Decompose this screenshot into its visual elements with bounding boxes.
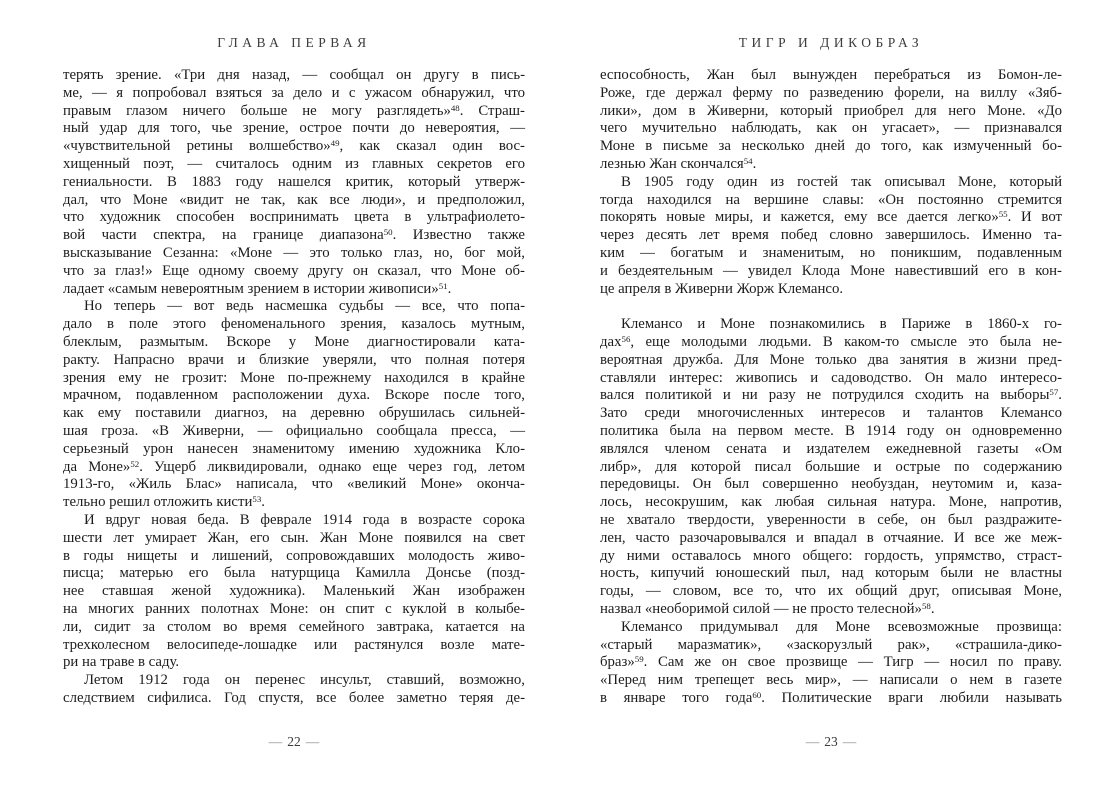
text-line: еспособность, Жан был вынужден перебраться из Бомон-ле- (600, 67, 1062, 83)
text-line: ме, — я попробовал взяться за дело и с ужасом обнаружил, что (63, 84, 525, 101)
paragraph (600, 316, 1062, 619)
text-line: терять зрение. «Три дня назад, — сообщал он другу в пись- (63, 67, 525, 83)
text-line: В 1905 году один из гостей так описывал Моне, который (621, 173, 1062, 190)
text-line: «Перед ним трепещет весь мир», — написали о нем в газете (600, 672, 1062, 689)
page-right (600, 0, 1062, 750)
paragraph (600, 67, 1062, 174)
folio-number: 22 (287, 733, 301, 749)
text-line: ким — богатым и знаменитым, но поникшим, подавленным (600, 244, 1062, 261)
text-line: что художник способен воспринимать цвета в ультрафиолето- (63, 209, 525, 226)
folio-dash: — (268, 733, 283, 749)
text-line: шая гроза. «В Живерни, — официально сообщала пресса, — (63, 422, 525, 439)
text-line: «старый маразматик», «заскорузлый рак», «страшила-дико- (600, 636, 1062, 653)
paragraph (600, 619, 1062, 708)
text-line: ность, кипучий юношеский пыл, над которым были не властны (600, 565, 1062, 582)
text-line: дах$^{56}$, еще молодыми людьми. В каком-то смысле это была не- (600, 333, 1062, 350)
text-line: зрения ему не грозит: Моне по-прежнему находился в крайне (63, 369, 525, 386)
text-line: вероятная дружба. Для Моне только два занятия в жизни пред- (600, 351, 1062, 368)
page-left (63, 0, 525, 750)
text-line: ли, сидит за столом во время семейного завтрака, катается на (63, 618, 525, 635)
text-line: ду ними оставалось много общего: гордость, упрямство, страст- (600, 547, 1062, 564)
paragraph (63, 67, 525, 298)
text-line: гениальности. В 1883 году нашелся критик, который утверж- (63, 173, 525, 190)
text-line: правым глазом ничего больше не могу разглядеть»$^{48}$. Страш- (63, 102, 525, 119)
paragraph (63, 298, 525, 512)
text-line: следствием сифилиса. Год спустя, все более заметно теряя де- (63, 689, 525, 706)
text-line: «чувствительной ретины волшебство»$^{49}$, как сказал один вос- (63, 138, 525, 155)
text-line: дало в поле этого феноменального зрения, казалось мутным, (63, 316, 525, 333)
text-line: либр», для которой писал большие и острые по содержанию (600, 458, 1062, 475)
text-line: лен, часто разочаровывался и впадал в отчаяние. И все же меж- (600, 529, 1062, 546)
text-line: шести лет умирает Жан, его сын. Жан Моне появился на свет (63, 529, 525, 546)
text-line: нее ставшая женой художника). Маленький Жан изображен (63, 583, 525, 600)
text-line: Летом 1912 года он перенес инсульт, ставший, возможно, (84, 672, 525, 689)
text-line: в январе того года$^{60}$. Политические враги любили называть (600, 689, 1062, 706)
text-line: дал, что Моне «видит не так, как все люди», и предположил, (63, 191, 525, 208)
text-line: браз»$^{59}$. Сам же он свое прозвище — Тигр — носил по праву. (600, 654, 1062, 671)
folio-dash: — (305, 733, 320, 749)
text-line: политика была на первом месте. В 1914 году он одновременно (600, 422, 1062, 439)
text-line: тогда находился на вершине славы: «Он постоянно стремится (600, 191, 1062, 208)
text-line: Зато среди многочисленных интересов и талантов Клемансо (600, 405, 1062, 422)
text-line: вой части спектра, на границе диапазона$^{50}$. Известно также (63, 227, 525, 244)
text-line: да Моне»$^{52}$. Ущерб ликвидировали, однако еще через год, летом (63, 458, 525, 475)
footnote-ref: 50 (383, 227, 393, 238)
text-line: Моне в письме за несколько дней до того, как измученный бо- (600, 138, 1062, 155)
text-line: чего мучительно наблюдать, как он угасает», — признавался (600, 120, 1062, 137)
paragraph (63, 672, 525, 708)
text-line: ставляли интерес: живопись и садоводство. Он мало интересо- (600, 369, 1062, 386)
text-line: ракту. Напрасно врачи и близкие уверяли, что полная потеря (63, 351, 525, 368)
text-line: в годы нищеты и лишений, сопровождавших молодость живо- (63, 547, 525, 564)
text-line: ладает «самым невероятным зрением в истории живописи»$^{51}$. (63, 280, 452, 297)
footnote-ref: 48 (450, 102, 460, 113)
text-line: вался политикой и ни разу не потрудился сходить на выборы$^{57}$. (600, 387, 1062, 404)
text-line: покорять новые миры, и кажется, ему все дается легко»$^{55}$. И вот (600, 209, 1062, 226)
text-line: трехколесном велосипеде-лошадке или растянулся возле мате- (63, 636, 525, 653)
text-line: 1913-го, «Жиль Блас» написала, что «великий Моне» оконча- (63, 476, 525, 493)
text-line: передовицы. Он был совершенно необуздан, неутомим и, каза- (600, 476, 1062, 493)
text-line: Но теперь — вот ведь насмешка судьбы — все, что попа- (84, 298, 525, 315)
footnote-ref: 52 (130, 458, 140, 469)
text-line: лезнью Жан скончался$^{54}$. (600, 155, 757, 172)
page-number-right (600, 734, 1062, 750)
text-line: тельно решил отложить кисти$^{53}$. (63, 494, 265, 511)
text-line: Роже, где держал ферму по разведению форели, на виллу «Зяб- (600, 84, 1062, 101)
text-line: лики», дом в Живерни, который приобрел для него Моне. «До (600, 102, 1062, 119)
text-line: годы, — словом, все то, что их общий друг, описывая Моне, (600, 583, 1062, 600)
text-line: высказывание Сезанна: «Моне — это только глаз, но, бог мой, (63, 244, 525, 261)
text-line: через десять лет время побед словно завершилось. Именно та- (600, 227, 1062, 244)
footnote-ref: 54 (743, 156, 753, 166)
text-line: серьезный урон нанесен знаменитому имению художника Кло- (63, 440, 525, 457)
text-line: Клемансо придумывал для Моне всевозможные прозвища: (621, 618, 1062, 635)
text-line: назвал «необоримой силой — не просто телесной»$^{58}$. (600, 600, 935, 617)
folio-dash: — (842, 733, 857, 749)
footnote-ref: 51 (438, 280, 448, 291)
running-head-right: ТИГР И ДИКОБРАЗ (738, 35, 924, 50)
footnote-ref: 53 (252, 494, 262, 505)
page-number-left (63, 734, 525, 750)
text-line: что за глаз!» Еще одному своему другу он сказал, что Моне об- (63, 262, 525, 279)
text-line: на многих ранних полотнах Моне: он спит с куклой в колыбе- (63, 600, 525, 617)
footnote-ref: 59 (634, 654, 644, 665)
footnote-ref: 55 (998, 209, 1008, 220)
text-line: и бездеятельным — увидел Клода Моне навестивший его в кон- (600, 262, 1062, 279)
footnote-ref: 56 (621, 333, 631, 344)
folio-dash: — (805, 733, 820, 749)
footnote-ref: 49 (330, 138, 340, 149)
text-line: Клемансо и Моне познакомились в Париже в 1860-х го- (621, 316, 1062, 333)
paragraph (600, 174, 1062, 299)
text-line: мрачном, подавленном расположении духа. Вскоре после того, (63, 387, 525, 404)
text-line: не хватало твердости, уверенности в себе, он был раздражите- (600, 511, 1062, 528)
text-line: ри на траве в саду. (63, 654, 180, 671)
page-text-left (63, 67, 525, 708)
text-line: це апреля в Живерни Жорж Клемансо. (600, 280, 844, 297)
text-line: являлся членом сената и издателем ежедневной газеты «Ом (600, 440, 1062, 457)
footnote-ref: 57 (1049, 387, 1059, 398)
text-line: как ему поставили диагноз, на деревню обрушилась сильней- (63, 405, 525, 422)
text-line: писца; матерью его была натурщица Камилла Донсье (позд- (63, 565, 525, 582)
paragraph (63, 512, 525, 672)
text-line: хищенный поэт, — считалось одним из главных секретов его (63, 155, 525, 172)
text-line: блеклым, размытым. Вскоре у Моне диагностировали ката- (63, 333, 525, 350)
text-line: ный удар для того, чье зрение, острое почти до невероятия, — (63, 120, 525, 137)
text-line: И вдруг новая беда. В феврале 1914 года в возрасте сорока (84, 511, 525, 528)
text-line: лось, несокрушим, как любая сильная натура. Моне, напротив, (600, 494, 1062, 511)
page-text-right (600, 67, 1062, 708)
footnote-ref: 60 (752, 689, 762, 700)
running-head-left: ГЛАВА ПЕРВАЯ (217, 35, 371, 50)
footnote-ref: 58 (921, 600, 931, 611)
folio-number: 23 (824, 733, 838, 749)
